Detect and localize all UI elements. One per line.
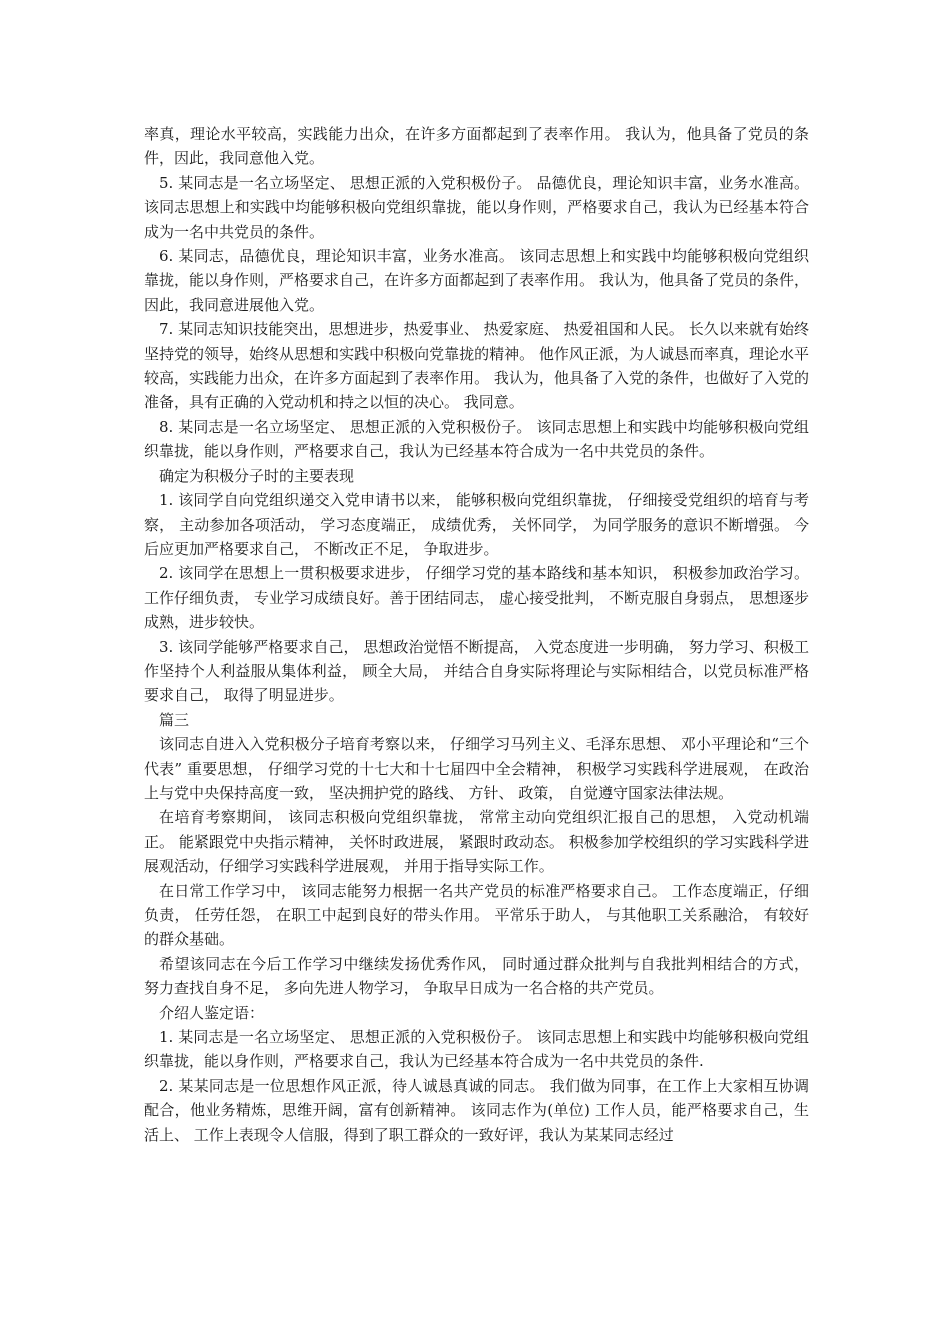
paragraph-activist-3: 3. 该同学能够严格要求自己， 思想政治觉悟不断提高， 入党态度进一步明确， 努力学习、积极工作坚持个人利益服从集体利益， 顾全大局， 并结合自身实际将理论与实际相结合，以党员标准严格要求自己， 取得了明显进步。 (144, 637, 809, 705)
paragraph-continuation: 率真，理论水平较高，实践能力出众，在许多方面都起到了表率作用。 我认为，他具备了党员的条件，因此，我同意他入党。 (144, 125, 809, 168)
paragraph-part-three-3: 在日常工作学习中， 该同志能努力根据一名共产党员的标准严格要求自己。 工作态度端正，仔细负责， 任劳任怨， 在职工中起到良好的带头作用。 平常乐于助人， 与其他职工关系融洽， 有较好的群众基础。 (144, 881, 809, 949)
document-body (144, 122, 809, 1147)
paragraph-item-7: 7. 某同志知识技能突出，思想进步，热爱事业、 热爱家庭、 热爱祖国和人民。 长久以来就有始终坚持党的领导，始终从思想和实践中积极向党靠拢的精神。 他作风正派，为人诚恳而率真，理论水平较高，实践能力出众，在许多方面起到了表率作用。 我认为，他具备了入党的条件，也做好了入党的准备，具有正确的入党动机和持之以恒的决心。 我同意。 (144, 320, 809, 412)
paragraph-activist-1: 1. 该同学自向党组织递交入党申请书以来， 能够积极向党组织靠拢， 仔细接受党组织的培育与考察， 主动参加各项活动， 学习态度端正， 成绩优秀， 关怀同学， 为同学服务的意识不断增强。 今后应更加严格要求自己， 不断改正不足， 争取进步。 (144, 491, 809, 558)
paragraph-part-three-2: 在培育考察期间， 该同志积极向党组织靠拢， 常常主动向党组织汇报自己的思想， 入党动机端正。 能紧跟党中央指示精神， 关怀时政进展， 紧跟时政动态。 积极参加学校组织的学习实践科学进展观活动，仔细学习实践科学进展观， 并用于指导实际工作。 (144, 808, 809, 876)
section-heading-referee: 介绍人鉴定语： (159, 1003, 265, 1022)
paragraph-activist-2: 2. 该同学在思想上一贯积极要求进步， 仔细学习党的基本路线和基本知识， 积极参加政治学习。 工作仔细负责， 专业学习成绩良好。善于团结同志， 虚心接受批判， 不断克服自身弱点， 思想逐步成熟，进步较快。 (144, 564, 809, 632)
section-heading-part-three: 篇三 (159, 710, 190, 729)
paragraph-item-6: 6. 某同志，品德优良，理论知识丰富，业务水准高。 该同志思想上和实践中均能够积极向党组织靠拢，能以身作则，严格要求自己，在许多方面都起到了表率作用。 我认为，他具备了党员的条件，因此，我同意进展他入党。 (144, 247, 809, 314)
paragraph-referee-2: 2. 某某同志是一位思想作风正派，待人诚恳真诚的同志。 我们做为同事，在工作上大家相互协调配合，他业务精炼，思维开阔，富有创新精神。 该同志作为(单位) 工作人员，能严格要求自己，生活上、 工作上表现令人信服，得到了职工群众的一致好评，我认为某某同志经过 (144, 1076, 809, 1144)
paragraph-item-5: 5. 某同志是一名立场坚定、 思想正派的入党积极份子。 品德优良，理论知识丰富，业务水准高。 该同志思想上和实践中均能够积极向党组织靠拢，能以身作则，严格要求自己，我认为已经基本符合成为一名中共党员的条件。 (144, 173, 809, 241)
paragraph-part-three-1: 该同志自进入入党积极分子培育考察以来， 仔细学习马列主义、毛泽东思想、 邓小平理论和“三个代表” 重要思想， 仔细学习党的十七大和十七届四中全会精神， 积极学习实践科学进展观， 在政治上与党中央保持高度一致， 坚决拥护党的路线、 方针、 政策， 自觉遵守国家法律法规。 (144, 735, 809, 802)
paragraph-part-three-4: 希望该同志在今后工作学习中继续发扬优秀作风， 同时通过群众批判与自我批判相结合的方式， 努力查找自身不足， 多向先进人物学习， 争取早日成为一名合格的共产党员。 (144, 954, 809, 998)
section-heading-activist: 确定为积极分子时的主要表现 (159, 466, 355, 485)
paragraph-item-8: 8. 某同志是一名立场坚定、 思想正派的入党积极份子。 该同志思想上和实践中均能够积极向党组织靠拢，能以身作则，严格要求自己，我认为已经基本符合成为一名中共党员的条件。 (144, 417, 809, 461)
paragraph-referee-1: 1. 某同志是一名立场坚定、 思想正派的入党积极份子。 该同志思想上和实践中均能够积极向党组织靠拢，能以身作则，严格要求自己，我认为已经基本符合成为一名中共党员的条件. (144, 1028, 809, 1071)
